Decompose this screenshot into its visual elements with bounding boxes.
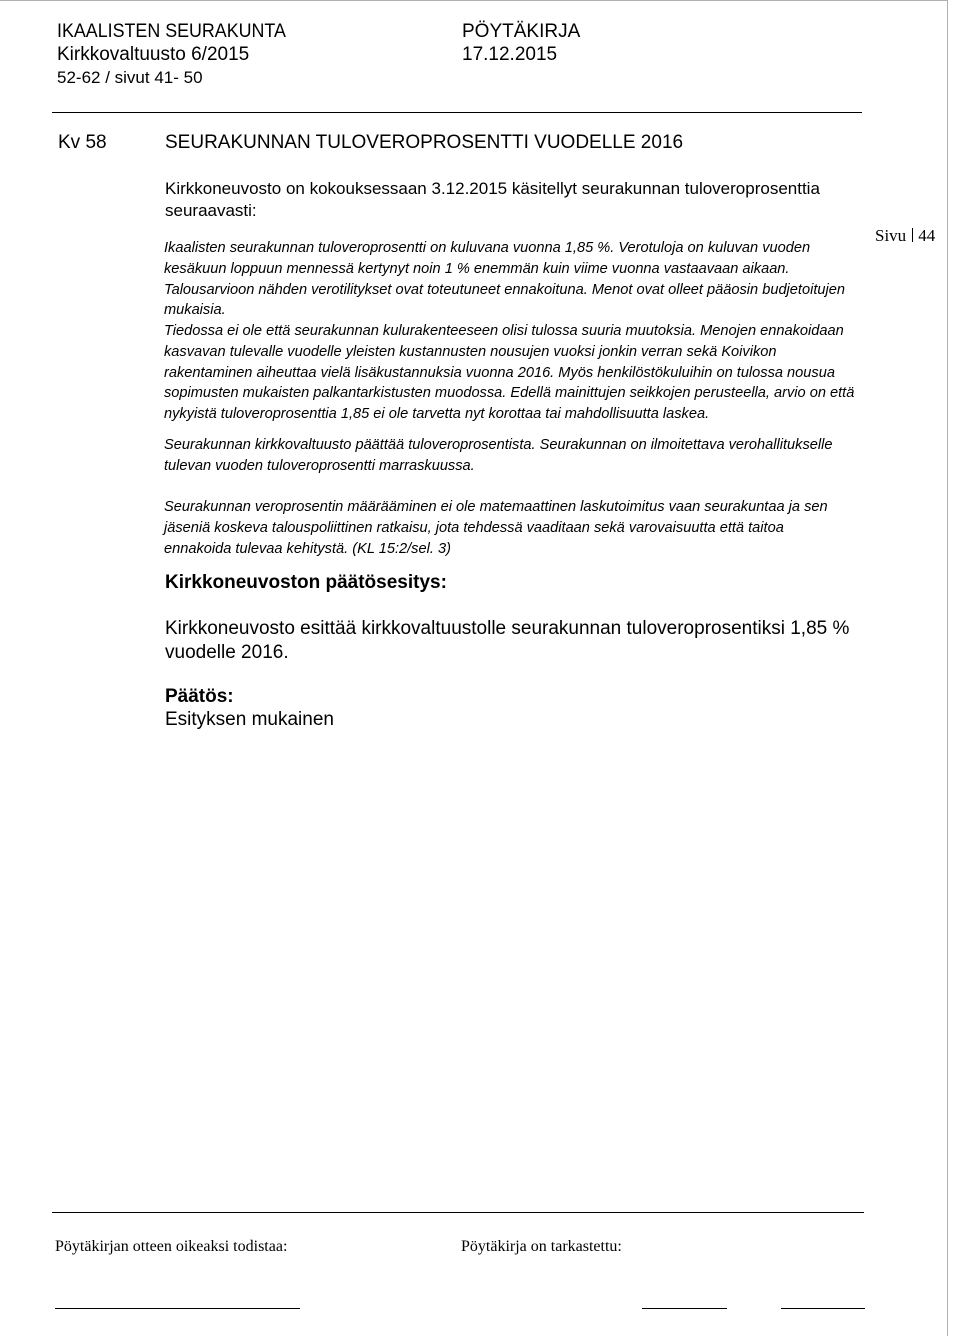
footer-checked-label: Pöytäkirja on tarkastettu: <box>461 1238 622 1255</box>
paragraph-council-decides: Seurakunnan kirkkovaltuusto päättää tuloveroprosentista. Seurakunnan on ilmoitettava verohallitukselle tulevan vuoden tuloveroprosentti marraskuussa. <box>164 437 833 474</box>
page-number-value: 44 <box>918 226 936 245</box>
paragraph-cost-outlook: Tiedossa ei ole että seurakunnan kulurakenteeseen olisi tulossa suuria muutoksia. Menojen ennakoidaan kasvavan tulevalle vuodelle yleisten kustannusten nousujen vuoksi jonkin verran sekä Koivikon rakentaminen aiheuttaa vielä lisäkustannuksia vuonna 2016. Myös henkilöstökuluihin on tulossa nousua sopimusten mukaisten palkantarkistusten muodossa. Edellä mainittujen seikkojen perusteella, arvio on että nykyistä tuloveroprosenttia 1,85 ei ole tarvetta nyt korottaa tai mahdollisuutta laskea. <box>164 323 855 423</box>
header-sections: 52-62 / sivut 41- 50 <box>57 68 203 87</box>
header-org: IKAALISTEN SEURAKUNTA <box>57 21 286 42</box>
signature-line-checker-1 <box>642 1308 727 1309</box>
proposal-heading: Kirkkoneuvoston päätösesitys: <box>165 572 447 593</box>
signature-line-checker-2 <box>781 1308 865 1309</box>
item-number: Kv 58 <box>58 132 107 153</box>
page-border-right <box>947 0 948 1336</box>
header-date: 17.12.2015 <box>462 44 558 65</box>
page-number <box>875 226 935 246</box>
page-label: Sivu <box>875 226 907 245</box>
page-border-top <box>0 0 948 1</box>
header-divider <box>52 112 862 113</box>
proposal-text: Kirkkoneuvosto esittää kirkkovaltuustolle seurakunnan tuloveroprosentiksi 1,85 % vuodelle 2016. <box>165 618 850 663</box>
header-doc-type: PÖYTÄKIRJA <box>462 21 581 42</box>
paragraph-policy-note: Seurakunnan veroprosentin määrääminen ei ole matemaattinen laskutoimitus vaan seurakuntaa ja sen jäseniä koskeva talouspoliittinen ratkaisu, jota tehdessä vaaditaan sekä varovaisuutta että taitoa ennakoida tulevaa kehitystä. (KL 15:2/sel. 3) <box>164 499 828 557</box>
paragraph-tax-rate: Ikaalisten seurakunnan tuloveroprosentti on kuluvana vuonna 1,85 %. Verotuloja on kuluvan vuoden kesäkuun loppuun mennessä kertynyt noin 1 % enemmän kuin viime vuonna vastaavaan aikaan. Talousarvioon nähden verotilitykset ovat toteutuneet ennakoituna. Menot ovat olleet pääosin budjetoitujen mukaisia. <box>164 240 845 319</box>
decision-heading: Päätös: <box>165 686 234 707</box>
item-title: SEURAKUNNAN TULOVEROPROSENTTI VUODELLE 2016 <box>165 132 684 153</box>
header-meeting: Kirkkovaltuusto 6/2015 <box>57 44 250 65</box>
page-number-separator <box>912 228 913 242</box>
signature-line-attest <box>55 1308 300 1309</box>
decision-text: Esityksen mukainen <box>165 709 334 730</box>
item-lead: Kirkkoneuvosto on kokouksessaan 3.12.2015 käsitellyt seurakunnan tuloveroprosenttia seuraavasti: <box>165 179 820 220</box>
footer-attest-label: Pöytäkirjan otteen oikeaksi todistaa: <box>55 1238 288 1255</box>
footer-divider <box>52 1212 864 1213</box>
